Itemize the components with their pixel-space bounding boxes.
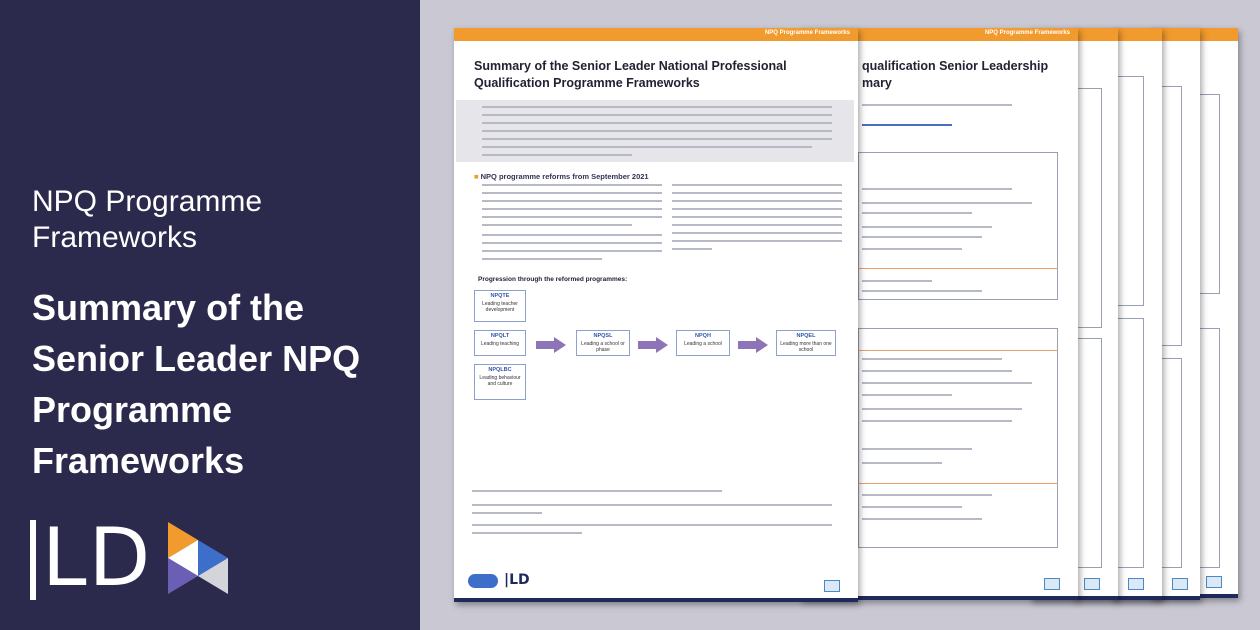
text-line xyxy=(482,258,602,260)
text-line xyxy=(862,290,982,292)
flow-code: NPQLBC xyxy=(488,367,512,373)
flow-box-npqlt xyxy=(474,330,526,356)
text-line xyxy=(482,242,662,244)
document-page-1 xyxy=(454,28,858,602)
text-line xyxy=(482,250,662,252)
logo-triangles-icon xyxy=(168,522,238,600)
footer-mark-icon xyxy=(824,580,840,592)
text-line xyxy=(862,104,1012,106)
page-2-title-line-1: qualification Senior Leadership xyxy=(862,59,1049,73)
box-divider xyxy=(858,483,1058,484)
text-line xyxy=(482,184,662,186)
text-line xyxy=(862,236,982,238)
flow-heading: Progression through the reformed programmes: xyxy=(478,276,628,283)
text-line xyxy=(672,240,842,242)
flow-arrow-icon xyxy=(738,337,768,353)
text-line xyxy=(672,208,842,210)
section-heading-text: NPQ programme reforms from September 2021 xyxy=(480,172,649,181)
text-line xyxy=(862,358,1002,360)
text-line xyxy=(672,200,842,202)
flow-label: Leading teaching xyxy=(480,341,520,347)
flow-box-npqel xyxy=(776,330,836,356)
text-line xyxy=(862,188,1012,190)
flow-box-npqh xyxy=(676,330,730,356)
text-line xyxy=(482,122,832,124)
text-line xyxy=(472,512,542,514)
headline-text: Summary of the Senior Leader NPQ Programme Frameworks xyxy=(32,287,361,481)
page-2-title xyxy=(862,58,1072,92)
text-line xyxy=(862,506,962,508)
text-line xyxy=(862,124,952,126)
text-line xyxy=(862,518,982,520)
flow-arrow-icon xyxy=(638,337,668,353)
page-header-bar xyxy=(454,28,858,41)
flow-label: Leading more than one school xyxy=(780,341,832,353)
footer-logo xyxy=(468,570,546,592)
page-footer-bar xyxy=(454,598,858,602)
text-line xyxy=(482,224,632,226)
text-line xyxy=(482,154,632,156)
text-line xyxy=(482,216,662,218)
flow-code: NPQSL xyxy=(593,333,613,339)
flow-code: NPQTE xyxy=(490,293,510,299)
document-title: Summary of the Senior Leader National Professional Qualification Programme Frameworks xyxy=(474,59,787,90)
text-line xyxy=(482,234,662,236)
text-line xyxy=(482,114,832,116)
text-line xyxy=(672,224,842,226)
text-line xyxy=(862,448,972,450)
box-divider xyxy=(858,268,1058,269)
flow-label: Leading a school or phase xyxy=(581,341,625,353)
flow-label: Leading behaviour and culture xyxy=(479,375,521,387)
text-line xyxy=(482,130,832,132)
eyebrow-text: NPQ Programme Frameworks xyxy=(32,185,263,254)
logo-text: LD xyxy=(42,511,153,604)
text-line xyxy=(672,216,842,218)
footer-mark-icon xyxy=(1084,578,1100,590)
ld-logo xyxy=(30,511,250,604)
text-line xyxy=(472,524,832,526)
flow-arrow-icon xyxy=(536,337,566,353)
text-line xyxy=(672,184,842,186)
flow-code: NPQEL xyxy=(796,333,816,339)
text-line xyxy=(862,462,942,464)
footer-mark-icon xyxy=(1206,576,1222,588)
text-line xyxy=(672,248,712,250)
text-line xyxy=(862,370,1012,372)
intro-text-box xyxy=(456,100,854,162)
text-line xyxy=(672,232,842,234)
text-line xyxy=(482,146,812,148)
text-line xyxy=(862,280,932,282)
footer-mark-icon xyxy=(1044,578,1060,590)
footer-mark-icon xyxy=(1172,578,1188,590)
header-bar-label: NPQ Programme Frameworks xyxy=(764,30,850,36)
text-line xyxy=(482,138,832,140)
section-heading xyxy=(474,172,649,181)
footer-mark-icon xyxy=(1128,578,1144,590)
text-line xyxy=(862,408,1022,410)
flow-box-npqte xyxy=(474,290,526,322)
flow-label: Leading teacher development xyxy=(482,301,518,313)
left-panel xyxy=(0,0,420,630)
content-box xyxy=(858,328,1058,548)
text-line xyxy=(862,382,1032,384)
text-line xyxy=(862,420,1012,422)
text-line xyxy=(862,202,1032,204)
flow-code: NPQH xyxy=(695,333,711,339)
flow-box-npqlbc xyxy=(474,364,526,400)
text-line xyxy=(862,394,952,396)
twinkl-bubble-icon xyxy=(468,574,498,588)
flow-box-npqsl xyxy=(576,330,630,356)
text-line xyxy=(482,208,662,210)
text-line xyxy=(672,192,842,194)
text-line xyxy=(482,192,662,194)
text-line xyxy=(472,532,582,534)
text-line xyxy=(862,226,992,228)
box-divider xyxy=(858,350,1058,351)
header-bar-label: NPQ Programme Frameworks xyxy=(984,30,1070,36)
text-line xyxy=(482,106,832,108)
flow-code: NPQLT xyxy=(490,333,510,339)
text-line xyxy=(482,200,662,202)
page-2-title-line-2: mary xyxy=(862,76,892,90)
text-line xyxy=(862,212,972,214)
bullet-icon: ■ xyxy=(474,172,481,181)
text-line xyxy=(862,248,962,250)
logo-divider-bar xyxy=(30,520,36,600)
text-line xyxy=(472,490,722,492)
text-line xyxy=(862,494,992,496)
text-line xyxy=(472,504,832,506)
flow-label: Leading a school xyxy=(684,341,722,347)
footer-ld-icon: |LD xyxy=(504,572,530,588)
